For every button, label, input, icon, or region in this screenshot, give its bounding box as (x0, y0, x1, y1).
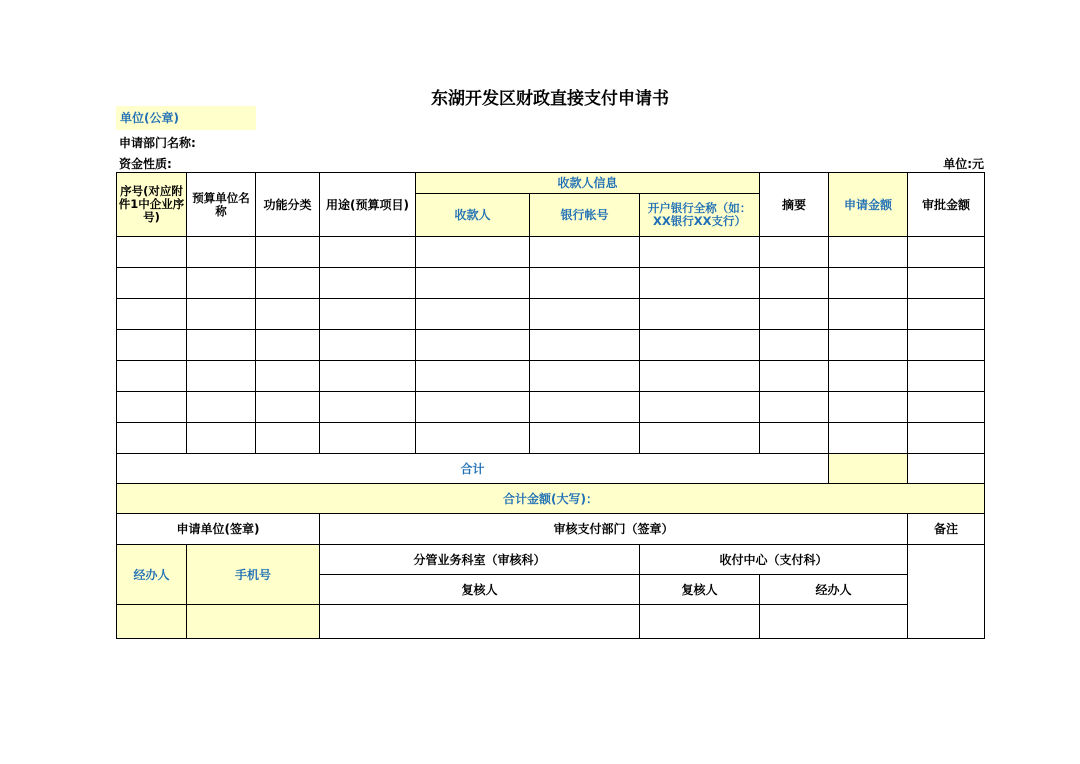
cell[interactable] (256, 392, 320, 423)
header-usage: 用途(预算项目) (320, 173, 416, 237)
cell[interactable] (760, 268, 829, 299)
handler-label: 经办人 (117, 545, 187, 605)
header-bank-account: 银行帐号 (530, 194, 640, 237)
header-bank-name: 开户银行全称（如：XX银行XX支行） (640, 194, 760, 237)
cell[interactable] (416, 299, 530, 330)
pay-center-handler-sign-cell[interactable] (760, 605, 908, 639)
cell[interactable] (187, 268, 256, 299)
branch-office-label: 分管业务科室（审核科） (320, 545, 640, 575)
table-row (117, 330, 985, 361)
cell[interactable] (256, 237, 320, 268)
fund-nature-label: 资金性质: (119, 157, 172, 171)
total-row (117, 454, 985, 484)
dept-label: 申请部门名称: (119, 136, 196, 150)
reviewer-label: 复核人 (640, 575, 760, 605)
cell[interactable] (640, 361, 760, 392)
cell[interactable] (530, 361, 640, 392)
cell[interactable] (416, 392, 530, 423)
cell[interactable] (908, 330, 985, 361)
cell[interactable] (256, 423, 320, 454)
header-budget-unit: 预算单位名称 (187, 173, 256, 237)
cell[interactable] (908, 392, 985, 423)
cell[interactable] (829, 299, 908, 330)
table-row (117, 361, 985, 392)
table-row (117, 392, 985, 423)
cell[interactable] (117, 361, 187, 392)
cell[interactable] (256, 299, 320, 330)
header-approve-amount: 审批金额 (908, 173, 985, 237)
header-apply-amount: 申请金额 (829, 173, 908, 237)
cell[interactable] (640, 268, 760, 299)
cell[interactable] (320, 330, 416, 361)
cell[interactable] (530, 330, 640, 361)
cell[interactable] (530, 268, 640, 299)
table-row (117, 423, 985, 454)
header-summary: 摘要 (760, 173, 829, 237)
cell[interactable] (187, 299, 256, 330)
cell[interactable] (320, 268, 416, 299)
cell[interactable] (640, 237, 760, 268)
table-row (117, 237, 985, 268)
cell[interactable] (117, 392, 187, 423)
cell[interactable] (187, 361, 256, 392)
cell[interactable] (530, 237, 640, 268)
cell[interactable] (117, 423, 187, 454)
cell[interactable] (187, 237, 256, 268)
reviewer-sign-cell[interactable] (320, 605, 640, 639)
cell[interactable] (416, 423, 530, 454)
cell[interactable] (117, 237, 187, 268)
cell[interactable] (256, 268, 320, 299)
header-function-class: 功能分类 (256, 173, 320, 237)
cell[interactable] (908, 299, 985, 330)
table-row (117, 299, 985, 330)
cell[interactable] (530, 392, 640, 423)
cell[interactable] (640, 330, 760, 361)
total-caps-row (117, 484, 985, 514)
cell[interactable] (829, 423, 908, 454)
cell[interactable] (416, 330, 530, 361)
cell[interactable] (760, 237, 829, 268)
unit-seal-label: 单位(公章) (116, 106, 256, 130)
cell[interactable] (187, 423, 256, 454)
cell[interactable] (640, 392, 760, 423)
header-payee-info: 收款人信息 (416, 173, 760, 194)
remarks-label: 备注 (908, 514, 985, 545)
applicant-unit-label: 申请单位(签章) (117, 514, 320, 545)
pay-center-label: 收付中心（支付科） (640, 545, 908, 575)
header-payee: 收款人 (416, 194, 530, 237)
cell[interactable] (640, 299, 760, 330)
cell[interactable] (760, 299, 829, 330)
cell[interactable] (530, 423, 640, 454)
total-apply-amount-cell[interactable] (829, 454, 908, 484)
handler-input[interactable] (117, 605, 187, 639)
cell[interactable] (829, 392, 908, 423)
cell[interactable] (256, 361, 320, 392)
cell[interactable] (908, 361, 985, 392)
handler-label-2: 经办人 (760, 575, 908, 605)
cell[interactable] (117, 330, 187, 361)
cell[interactable] (640, 423, 760, 454)
cell[interactable] (530, 299, 640, 330)
cell[interactable] (908, 237, 985, 268)
total-caps-label: 合计金额(大写)： (117, 484, 985, 514)
currency-unit-label: 单位:元 (943, 157, 984, 171)
cell[interactable] (760, 330, 829, 361)
cell[interactable] (320, 299, 416, 330)
cell[interactable] (117, 268, 187, 299)
cell[interactable] (908, 423, 985, 454)
signature-input-row (117, 605, 985, 639)
cell[interactable] (256, 330, 320, 361)
cell[interactable] (908, 268, 985, 299)
cell[interactable] (760, 361, 829, 392)
cell[interactable] (760, 423, 829, 454)
audit-dept-label: 审核支付部门（签章） (320, 514, 908, 545)
payment-application-table (116, 172, 985, 639)
header-seq: 序号(对应附件1中企业序号) (117, 173, 187, 237)
cell[interactable] (187, 330, 256, 361)
cell[interactable] (829, 237, 908, 268)
cell[interactable] (117, 299, 187, 330)
cell[interactable] (320, 361, 416, 392)
cell[interactable] (187, 392, 256, 423)
total-approve-amount-cell[interactable] (908, 454, 985, 484)
phone-label: 手机号 (187, 545, 320, 605)
cell[interactable] (829, 268, 908, 299)
cell[interactable] (416, 361, 530, 392)
remarks-cell[interactable] (908, 545, 985, 639)
signature-header-row (117, 514, 985, 545)
cell[interactable] (320, 237, 416, 268)
page-title: 东湖开发区财政直接支付申请书 (431, 89, 669, 109)
cell[interactable] (416, 237, 530, 268)
cell[interactable] (320, 423, 416, 454)
total-label: 合计 (117, 454, 829, 484)
signature-row (117, 545, 985, 575)
cell[interactable] (829, 330, 908, 361)
pay-center-reviewer-sign-cell[interactable] (640, 605, 760, 639)
cell[interactable] (760, 392, 829, 423)
table-row (117, 268, 985, 299)
cell[interactable] (320, 392, 416, 423)
reviewer-label: 复核人 (320, 575, 640, 605)
phone-input[interactable] (187, 605, 320, 639)
cell[interactable] (416, 268, 530, 299)
cell[interactable] (829, 361, 908, 392)
